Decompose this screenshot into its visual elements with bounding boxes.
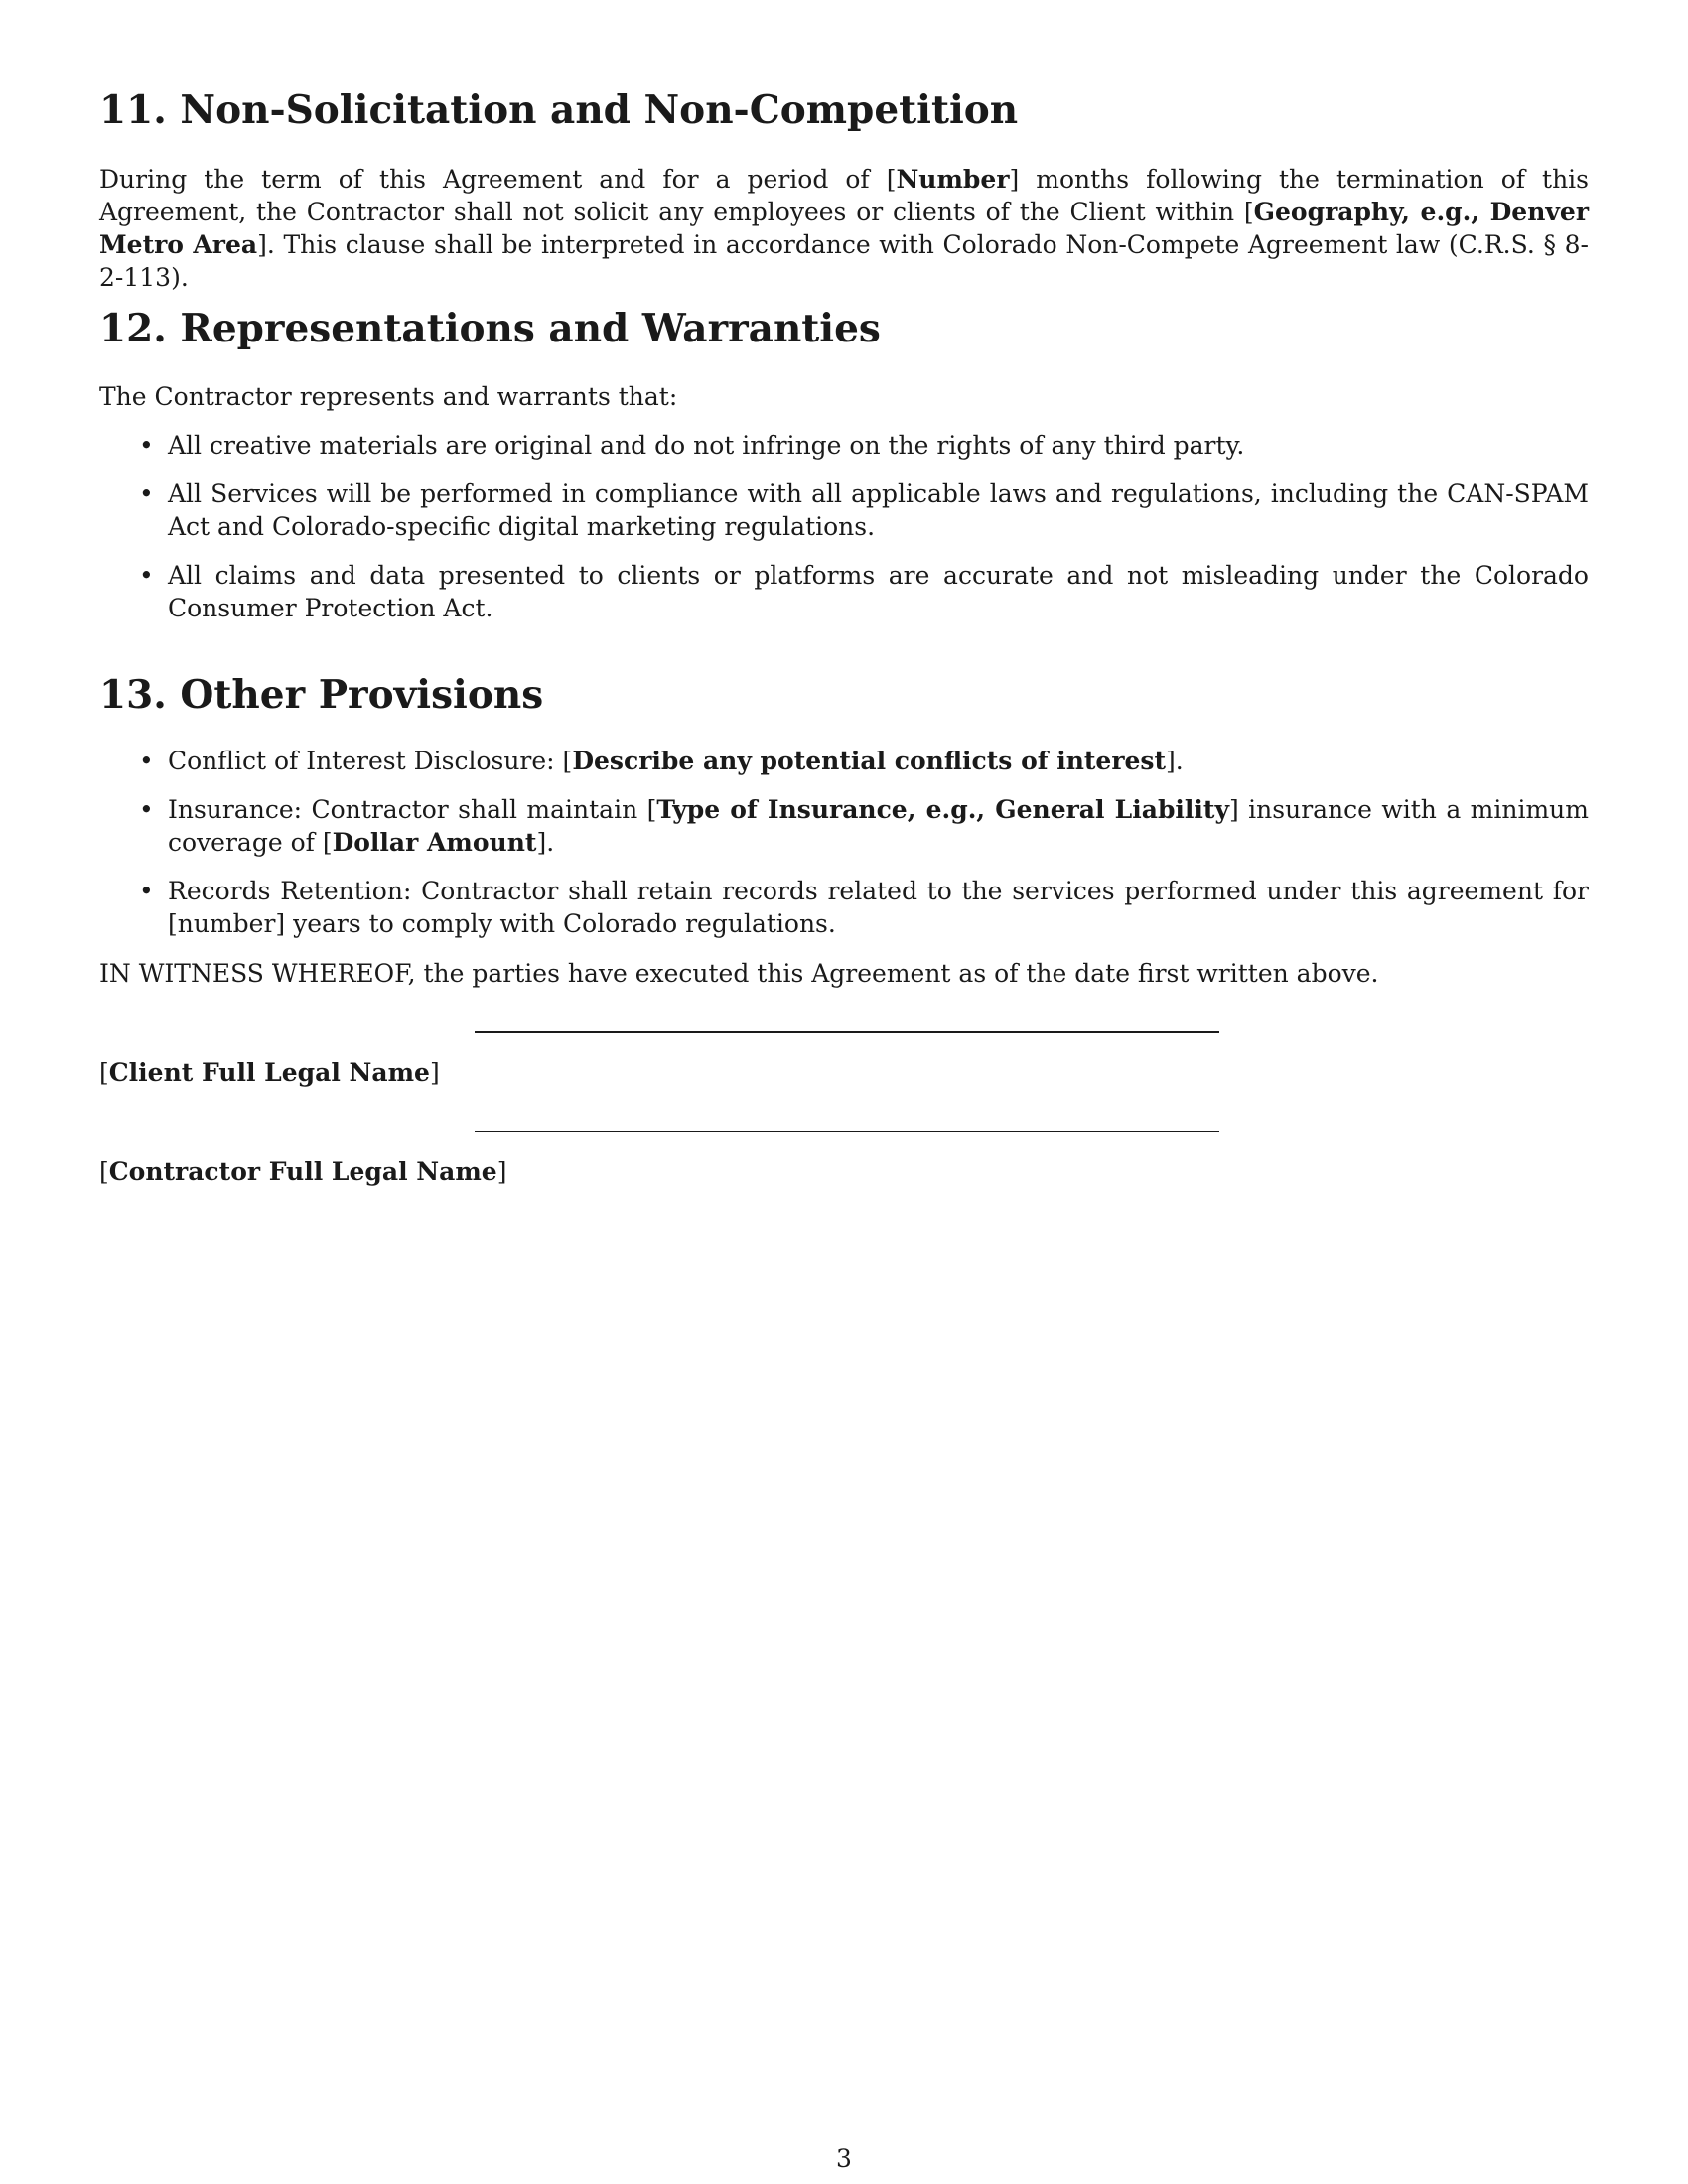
list-item: • Records Retention: Contractor shall retain records related to the services performed under this agreement for [number] years to comply with Colorado regulations. [139, 877, 1589, 938]
placeholder-conflicts: Describe any potential conflicts of interest [572, 747, 1167, 775]
placeholder-dollar-amount: Dollar Amount [332, 828, 537, 857]
page-number: 3 [836, 2144, 852, 2173]
bullet-icon: • [139, 877, 154, 905]
list-item: • All creative materials are original and do not infringe on the rights of any third party. [139, 431, 1245, 460]
bullet-icon: • [139, 561, 154, 590]
contractor-name-placeholder: [Contractor Full Legal Name] [99, 1158, 507, 1186]
placeholder-insurance-type: Type of Insurance, e.g., General Liability [656, 795, 1229, 824]
warranties-list [99, 429, 1589, 640]
witness-statement: IN WITNESS WHEREOF, the parties have executed this Agreement as of the date first written above. [99, 959, 1379, 988]
placeholder-number: Number [896, 165, 1010, 194]
section-12-heading: 12. Representations and Warranties [99, 306, 881, 351]
list-item: • Conflict of Interest Disclosure: [Describe any potential conflicts of interest]. [139, 747, 1184, 775]
section-12-intro: The Contractor represents and warrants that: [99, 382, 678, 411]
list-item: • All Services will be performed in compliance with all applicable laws and regulations, including the CAN-SPAM Act and Colorado-specific digital marketing regulations. [139, 479, 1589, 541]
bullet-icon: • [139, 479, 154, 508]
contractor-signature-line [475, 1131, 1219, 1132]
other-provisions-list [99, 745, 1589, 956]
client-name-placeholder: [Client Full Legal Name] [99, 1058, 440, 1087]
placeholder-geography: Geography, e.g., Denver Metro Area [99, 198, 1589, 259]
section-13-heading: 13. Other Provisions [99, 672, 544, 718]
client-signature-line [475, 1031, 1219, 1033]
bullet-icon: • [139, 431, 154, 460]
bullet-icon: • [139, 747, 154, 775]
list-item: • Insurance: Contractor shall maintain [Type of Insurance, e.g., General Liability] insurance with a minimum coverage of [Dollar Amount]. [139, 795, 1589, 857]
bullet-icon: • [139, 795, 154, 824]
section-11-paragraph: During the term of this Agreement and for a period of [Number] months following the termination of this Agreement, the Contractor shall not solicit any employees or clients of the Client within [Geography, e.g., Denver Metro Area]. This clause shall be interpreted in accordance with Colorado Non-Compete Agreement law (C.R.S. § 8-2-113). [99, 165, 1589, 292]
list-item: • All claims and data presented to clients or platforms are accurate and not misleading under the Colorado Consumer Protection Act. [139, 561, 1589, 622]
section-11-heading: 11. Non-Solicitation and Non-Competition [99, 87, 1019, 133]
